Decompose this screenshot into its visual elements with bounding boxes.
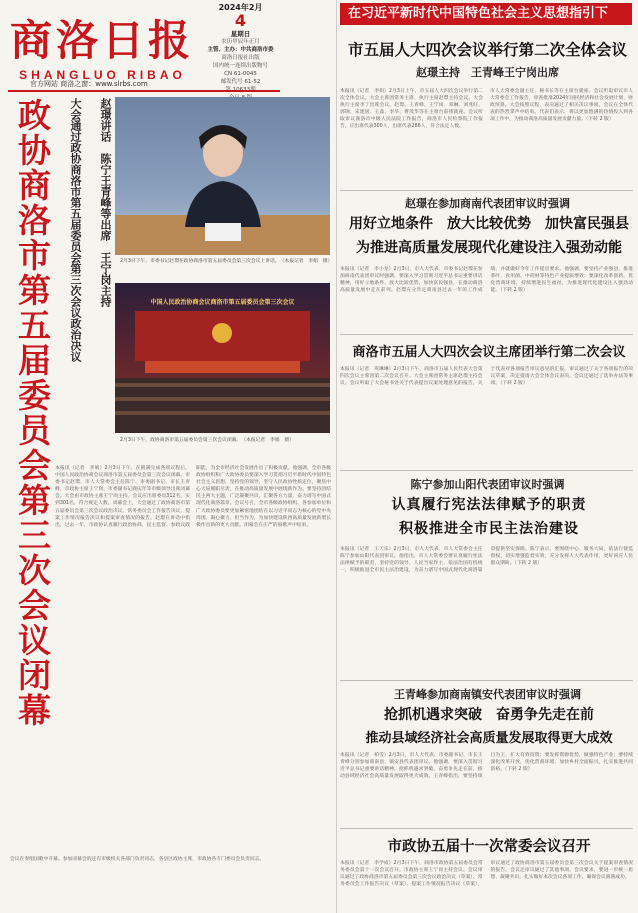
lead-vertical-sub2: 赵璟讲话 陈宁王青峰等出席 王宁岗主持 xyxy=(99,98,112,307)
story4-headline-line1: 认真履行宪法法律赋予的职责 xyxy=(391,497,587,513)
lead-vertical-headline: 政协商洛市第五届委员会第三次会议闭幕 xyxy=(13,98,52,728)
story4-kicker: 陈宁参加山阳代表团审议时强调 xyxy=(410,478,565,491)
story4-divider xyxy=(340,680,633,681)
story1-divider xyxy=(340,190,633,191)
sponsor: 主管、主办：中共商洛市委 xyxy=(207,47,274,53)
top-banner: 在习近平新时代中国特色社会主义思想指引下 xyxy=(340,3,632,25)
issue-weekday: 星期日 xyxy=(230,30,251,38)
story4-body: 本报讯（记者 王天乐）2月3日，市人大代表、市人大常委会主任陈宁参加山阳代表团审议。他指出，市人大常委会要认真履行宪法法律赋予的职责，坚持党的领导、人民当家作主、依法治国有机统一，积极推进全市民主法治建设，为奋力谱写中国式现代化商洛篇章提供坚实保障。陈宁表示，要围绕中心、服务大局，依法行使监督权，切实增强监督实效，充分发挥人大代表作用，更好回应人民群众期盼。（下转 2 版） xyxy=(340,547,633,574)
issue-day: 4 xyxy=(234,11,247,30)
lead-photo-speaker xyxy=(115,97,330,255)
story4-headline-line2: 积极推进全市民主法治建设 xyxy=(399,521,579,537)
lead-photo-hall xyxy=(115,283,330,433)
story5-divider xyxy=(340,828,633,829)
lead-body-tail: 会议在奏唱国歌中开幕。参加闭幕会的还有市级机关各部门负责同志，各县区政协主席，市政协各专门委员会负责同志。 xyxy=(10,857,265,862)
story5-body: 本报讯（记者 柏雪）2月3日，市人大代表、市委副书记、市长王青峰分别参加商南县、镇安县代表团审议。他强调，要深入贯彻习近平总书记重要讲话精神，抢抓机遇求突破，奋勇争先走在前，推动县域经济社会高质量发展取得更大成效。王青峰指出，要坚持项目为王，扩大有效投资；要发挥资源优势，做强特色产业；要持续深化改革开放，优化营商环境，加快乡村全面振兴，扎实推进共同富裕。（下转 2 版） xyxy=(340,753,633,780)
hall-illustration xyxy=(115,283,330,433)
speaker-illustration xyxy=(115,97,330,255)
publisher: 商洛日报社出版 xyxy=(221,55,260,61)
newspaper-name-pinyin: SHANGLUO RIBAO xyxy=(19,68,186,82)
story5-headline-line2: 推动县域经济社会高质量发展取得更大成效 xyxy=(365,731,613,746)
lunar-date: 农历甲辰年正月 xyxy=(221,39,260,45)
story2-headline-line2: 为推进高质量发展现代化建设注入强劲动能 xyxy=(356,240,622,256)
lead-vertical-sub1: 大会通过政协商洛市第五届委员会第三次会议政治决议 xyxy=(69,98,82,362)
masthead-rule xyxy=(8,90,280,92)
story2-body: 本报讯（记者 李小龙）2月3日，市人大代表、市委书记赵璟在参加商南代表团审议时强调，要深入学习贯彻习近平总书记重要讲话精神，用好立地条件，放大比较优势，加快富民强县，在推动商洛高质量发展中走在前列。赵璟充分肯定商南县过去一年的工作成绩，并就做好今年工作提出要求。他强调，要坚持产业强县，推进茶叶、食用菌、中药材等特色产业提质增效；要深化改革创新，优化营商环境，持续增进民生福祉，为推进现代化建设注入强劲动能。（下转 2 版） xyxy=(340,267,633,294)
story2-divider xyxy=(340,334,633,335)
cn-number-label: 国内统一连续出版物号 xyxy=(212,63,268,69)
story1-body-left: 本报讯（记者 李娟）2月3日上午，市五届人大四次会议举行第二次全体会议。大会主席团常务主席、执行主席赵璟主持会议。大会执行主席李丁出席会议。赵璟、王青峰、王宁岗、邓琳、刘兆旺、郭钢、宋建国、王淼、李华、曹茂华等在主席台前排就座。会议听取审议商洛市中级人民法院工作报告，商洛市人民检察院工作报告。应出席代表300人，出席代表286人，符合法定人数。 xyxy=(340,89,483,130)
lead-photo2-caption: 2月3日下午，政协商洛市第五届委员会第三次会议闭幕。 （本报记者 李娟 摄） xyxy=(120,438,294,443)
story5-kicker: 王青峰参加商南镇安代表团审议时强调 xyxy=(394,688,581,701)
story6-body: 本报讯（记者 李学成）2月3日下午，商洛市政协第五届委员会常务委员会第十一次会议召开。市政协主席王宁岗主持会议。会议审议通过了政协商洛市第五届委员会第三次会议政治决议（草案）、常务委员会工作报告决议（草案）、提案工作情况报告决议（草案），审议通过了政协商洛市第五届委员会第三次会议关于提案审查情况的报告，会议还审议通过了其他事项。会议要求，要进一步统一思想、凝聚共识，扎实做好本次会议各项工作，确保会议圆满成功。 xyxy=(340,861,633,888)
story2-kicker: 赵璟在参加商南代表团审议时强调 xyxy=(405,197,570,210)
column-divider xyxy=(336,0,337,913)
story2-headline-line1: 用好立地条件 放大比较优势 加快富民强县 xyxy=(349,216,629,232)
lead-photo1-caption: 2月3日下午，市委书记赵璟在政协商洛市第五届委员会第三次会议上讲话。 （本报记者 李娟 摄） xyxy=(120,259,333,264)
cn-number: CN 61-0045 xyxy=(224,71,257,77)
issue-date: 2024年2月 xyxy=(218,3,263,12)
story3-body: 本报讯（记者 巩琳琳）2月3日下午，商洛市五届人民代表大会第四次会议主席团第二次会议召开。大会主席团常务主席赵璟主持会议。会议听取了大会秘书处关于代表提出议案处理意见的报告，关于代表对各项报告审议意见的汇报，审议通过了关于各项报告的决议草案，决定提请大会全体会议表决。会议还通过了选举办法等事项。（下转 2 版） xyxy=(340,367,633,387)
lead-body: 本报讯（记者 李娟）2月3日下午，在圆满完成各项议程后，中国人民政治协商会议商洛市第五届委员会第三次会议闭幕。市委书记赵璟、市人大常委会主任陈宁、市委副书记、市长王青峰，市政协主席王宁岗，市委副书记鹿庆年等市级领导出席闭幕会。大会由市政协主席王宁岗主持。会议应出席委员312名，实到301名，符合规定人数。闭幕会上，大会通过了政协商洛市第五届委员会第三次会议政治决议、常务委员会工作报告决议、提案工作情况报告决议和提案审查情况的报告。赵璟在讲话中指出，过去一年，市政协认真履行政治协商、民主监督、参政议政职能，为全市经济社会发展作出了积极贡献。他强调，全市各级政协组织和广大政协委员要深入学习贯彻习近平新时代中国特色社会主义思想，坚持党的领导，坚守人民政协性质定位，聚焦中心大局履职尽责，在推动高质量发展中展现新作为。要坚持团结民主两大主题，广泛凝聚共识，汇聚各方力量，奋力谱写中国式现代化商洛篇章。会议号召，全市各级政协组织、各参加单位和广大政协委员要更加紧密地团结在以习近平同志为核心的党中央周围，凝心聚力、担当作为，为加快建设陕西高质量发展新增长极作出新的更大贡献。闭幕会在庄严的国歌声中结束。 xyxy=(55,466,331,528)
story5-headline-line1: 抢抓机遇求突破 奋勇争先走在前 xyxy=(384,707,594,723)
story1-subhead: 赵璟主持 王青峰王宁岗出席 xyxy=(416,66,559,79)
website-line: 官方网站 商洛之窗：www.slrbs.com xyxy=(30,80,148,88)
story3-divider xyxy=(340,470,633,471)
story3-headline: 商洛市五届人大四次会议主席团举行第二次会议 xyxy=(352,345,626,360)
story6-headline: 市政协五届十一次常委会议召开 xyxy=(387,838,591,855)
newspaper-name: 商洛日报 xyxy=(10,16,195,65)
hall-banner-text: 中国人民政治协商会议商洛市第五届委员会第三次会议 xyxy=(150,299,295,306)
postal-code: 邮发代号 61-52 xyxy=(220,79,261,85)
story1-headline: 市五届人大四次会议举行第二次全体会议 xyxy=(347,40,627,59)
story1-body-right: 市人大常委会副主任、秘书长等在主席台就座。会议听取审议市人大常委会工作报告，审查批准2024年国民经济和社会发展计划、财政预算。大会按照议程，表决通过了相关决议事项，会议在全体代表的热烈掌声中结束。代表们表示，将以更加饱满的热情投入到各项工作中，为推动商洛高质量发展贡献力量。（下转 2 版） xyxy=(490,89,633,123)
